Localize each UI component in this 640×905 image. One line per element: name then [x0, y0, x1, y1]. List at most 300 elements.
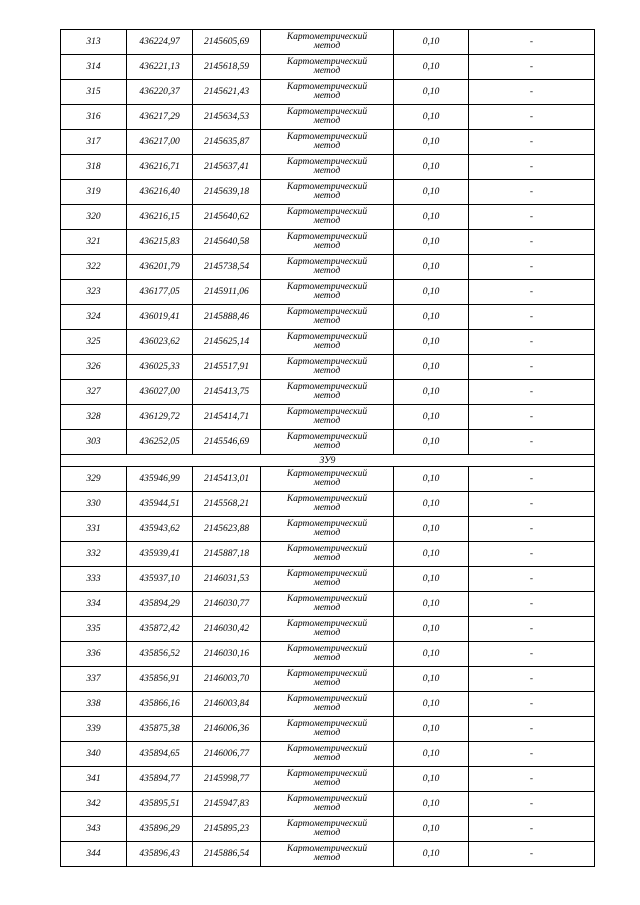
y-coordinate-cell: 2145568,21 — [193, 492, 261, 517]
point-number-cell: 323 — [61, 280, 127, 305]
table-row — [61, 767, 595, 792]
method-line-1: Картометрический — [286, 793, 368, 804]
point-number-cell: 317 — [61, 130, 127, 155]
point-number-cell: 325 — [61, 330, 127, 355]
method-cell — [261, 692, 394, 717]
method-line-2: метод — [313, 141, 341, 151]
accuracy-cell: 0,10 — [394, 792, 469, 817]
point-number-cell: 344 — [61, 842, 127, 867]
x-coordinate-cell: 435894,77 — [127, 767, 193, 792]
point-number-cell: 337 — [61, 667, 127, 692]
method-cell — [261, 330, 394, 355]
accuracy-cell: 0,10 — [394, 405, 469, 430]
x-coordinate-cell: 435872,42 — [127, 617, 193, 642]
table-row — [61, 667, 595, 692]
method-cell — [261, 767, 394, 792]
accuracy-cell: 0,10 — [394, 80, 469, 105]
note-cell: - — [469, 642, 595, 667]
method-line-1: Картометрический — [286, 718, 368, 729]
table-row — [61, 542, 595, 567]
table-row — [61, 105, 595, 130]
note-cell: - — [469, 617, 595, 642]
method-cell — [261, 617, 394, 642]
method-line-2: метод — [313, 191, 341, 201]
method-line-1: Картометрический — [286, 56, 368, 67]
table-row — [61, 642, 595, 667]
y-coordinate-cell: 2146031,53 — [193, 567, 261, 592]
accuracy-cell: 0,10 — [394, 380, 469, 405]
table-row — [61, 517, 595, 542]
table-row — [61, 405, 595, 430]
x-coordinate-cell: 436216,15 — [127, 205, 193, 230]
method-cell — [261, 380, 394, 405]
method-line-2: метод — [313, 441, 341, 451]
table-row — [61, 30, 595, 55]
table-row — [61, 467, 595, 492]
method-line-1: Картометрический — [286, 306, 368, 317]
method-line-1: Картометрический — [286, 331, 368, 342]
method-cell — [261, 305, 394, 330]
x-coordinate-cell: 435944,51 — [127, 492, 193, 517]
point-number-cell: 333 — [61, 567, 127, 592]
point-number-cell: 343 — [61, 817, 127, 842]
note-cell: - — [469, 55, 595, 80]
y-coordinate-cell: 2146030,16 — [193, 642, 261, 667]
method-line-1: Картометрический — [286, 231, 368, 242]
point-number-cell: 341 — [61, 767, 127, 792]
note-cell: - — [469, 280, 595, 305]
x-coordinate-cell: 436025,33 — [127, 355, 193, 380]
method-cell — [261, 180, 394, 205]
method-line-1: Картометрический — [286, 31, 368, 42]
method-line-2: метод — [313, 391, 341, 401]
y-coordinate-cell: 2145517,91 — [193, 355, 261, 380]
method-line-1: Картометрический — [286, 356, 368, 367]
method-cell — [261, 517, 394, 542]
accuracy-cell: 0,10 — [394, 130, 469, 155]
x-coordinate-cell: 436201,79 — [127, 255, 193, 280]
method-cell — [261, 280, 394, 305]
y-coordinate-cell: 2145998,77 — [193, 767, 261, 792]
x-coordinate-cell: 435894,65 — [127, 742, 193, 767]
table-row — [61, 717, 595, 742]
y-coordinate-cell: 2145414,71 — [193, 405, 261, 430]
x-coordinate-cell: 435856,91 — [127, 667, 193, 692]
point-number-cell: 336 — [61, 642, 127, 667]
point-number-cell: 330 — [61, 492, 127, 517]
table-row — [61, 55, 595, 80]
table-row — [61, 280, 595, 305]
point-number-cell: 328 — [61, 405, 127, 430]
y-coordinate-cell: 2145413,01 — [193, 467, 261, 492]
method-line-2: метод — [313, 166, 341, 176]
method-cell — [261, 567, 394, 592]
note-cell: - — [469, 130, 595, 155]
accuracy-cell: 0,10 — [394, 155, 469, 180]
accuracy-cell: 0,10 — [394, 642, 469, 667]
accuracy-cell: 0,10 — [394, 542, 469, 567]
point-number-cell: 320 — [61, 205, 127, 230]
point-number-cell: 342 — [61, 792, 127, 817]
note-cell: - — [469, 405, 595, 430]
note-cell: - — [469, 105, 595, 130]
table-row — [61, 567, 595, 592]
y-coordinate-cell: 2145640,58 — [193, 230, 261, 255]
accuracy-cell: 0,10 — [394, 717, 469, 742]
section-row — [61, 455, 595, 467]
method-line-1: Картометрический — [286, 431, 368, 442]
note-cell: - — [469, 667, 595, 692]
y-coordinate-cell: 2145618,59 — [193, 55, 261, 80]
method-line-2: метод — [313, 703, 341, 713]
method-line-1: Картометрический — [286, 468, 368, 479]
method-line-2: метод — [313, 578, 341, 588]
method-line-1: Картометрический — [286, 618, 368, 629]
y-coordinate-cell: 2145413,75 — [193, 380, 261, 405]
table-row — [61, 330, 595, 355]
table-row — [61, 842, 595, 867]
y-coordinate-cell: 2145888,46 — [193, 305, 261, 330]
note-cell: - — [469, 255, 595, 280]
method-cell — [261, 492, 394, 517]
table-row — [61, 230, 595, 255]
accuracy-cell: 0,10 — [394, 592, 469, 617]
accuracy-cell: 0,10 — [394, 105, 469, 130]
table-row — [61, 305, 595, 330]
note-cell: - — [469, 180, 595, 205]
method-line-1: Картометрический — [286, 843, 368, 854]
y-coordinate-cell: 2145639,18 — [193, 180, 261, 205]
note-cell: - — [469, 842, 595, 867]
method-line-1: Картометрический — [286, 81, 368, 92]
accuracy-cell: 0,10 — [394, 280, 469, 305]
method-line-1: Картометрический — [286, 668, 368, 679]
method-cell — [261, 105, 394, 130]
method-line-2: метод — [313, 753, 341, 763]
x-coordinate-cell: 436027,00 — [127, 380, 193, 405]
x-coordinate-cell: 436023,62 — [127, 330, 193, 355]
table-body-group-a — [61, 30, 595, 455]
note-cell: - — [469, 355, 595, 380]
table-row — [61, 205, 595, 230]
point-number-cell: 326 — [61, 355, 127, 380]
method-line-2: метод — [313, 678, 341, 688]
method-line-2: метод — [313, 803, 341, 813]
x-coordinate-cell: 436220,37 — [127, 80, 193, 105]
point-number-cell: 319 — [61, 180, 127, 205]
point-number-cell: 327 — [61, 380, 127, 405]
y-coordinate-cell: 2145738,54 — [193, 255, 261, 280]
note-cell: - — [469, 80, 595, 105]
point-number-cell: 318 — [61, 155, 127, 180]
y-coordinate-cell: 2145887,18 — [193, 542, 261, 567]
method-line-2: метод — [313, 291, 341, 301]
method-cell — [261, 542, 394, 567]
y-coordinate-cell: 2145621,43 — [193, 80, 261, 105]
method-line-1: Картометрический — [286, 156, 368, 167]
accuracy-cell: 0,10 — [394, 230, 469, 255]
note-cell: - — [469, 430, 595, 455]
method-line-1: Картометрический — [286, 406, 368, 417]
x-coordinate-cell: 436216,40 — [127, 180, 193, 205]
accuracy-cell: 0,10 — [394, 55, 469, 80]
point-number-cell: 316 — [61, 105, 127, 130]
y-coordinate-cell: 2146006,77 — [193, 742, 261, 767]
x-coordinate-cell: 436252,05 — [127, 430, 193, 455]
table-section-group — [61, 455, 595, 467]
note-cell: - — [469, 305, 595, 330]
point-number-cell: 315 — [61, 80, 127, 105]
method-cell — [261, 430, 394, 455]
coordinates-table — [60, 29, 595, 867]
method-cell — [261, 30, 394, 55]
accuracy-cell: 0,10 — [394, 255, 469, 280]
point-number-cell: 314 — [61, 55, 127, 80]
method-cell — [261, 467, 394, 492]
x-coordinate-cell: 435866,16 — [127, 692, 193, 717]
y-coordinate-cell: 2145635,87 — [193, 130, 261, 155]
accuracy-cell: 0,10 — [394, 817, 469, 842]
accuracy-cell: 0,10 — [394, 692, 469, 717]
point-number-cell: 338 — [61, 692, 127, 717]
y-coordinate-cell: 2146003,70 — [193, 667, 261, 692]
method-cell — [261, 230, 394, 255]
note-cell: - — [469, 230, 595, 255]
x-coordinate-cell: 435896,43 — [127, 842, 193, 867]
point-number-cell: 324 — [61, 305, 127, 330]
y-coordinate-cell: 2145947,83 — [193, 792, 261, 817]
method-cell — [261, 205, 394, 230]
method-line-1: Картометрический — [286, 743, 368, 754]
method-line-2: метод — [313, 603, 341, 613]
method-line-2: метод — [313, 341, 341, 351]
method-line-1: Картометрический — [286, 256, 368, 267]
x-coordinate-cell: 435896,29 — [127, 817, 193, 842]
y-coordinate-cell: 2145625,14 — [193, 330, 261, 355]
method-line-2: метод — [313, 116, 341, 126]
method-line-2: метод — [313, 416, 341, 426]
method-line-2: метод — [313, 91, 341, 101]
point-number-cell: 332 — [61, 542, 127, 567]
method-cell — [261, 792, 394, 817]
method-cell — [261, 155, 394, 180]
table-row — [61, 80, 595, 105]
x-coordinate-cell: 435937,10 — [127, 567, 193, 592]
x-coordinate-cell: 436217,00 — [127, 130, 193, 155]
note-cell: - — [469, 767, 595, 792]
method-cell — [261, 817, 394, 842]
x-coordinate-cell: 436216,71 — [127, 155, 193, 180]
x-coordinate-cell: 436177,05 — [127, 280, 193, 305]
table-row — [61, 355, 595, 380]
method-line-1: Картометрический — [286, 768, 368, 779]
note-cell: - — [469, 717, 595, 742]
x-coordinate-cell: 435894,29 — [127, 592, 193, 617]
note-cell: - — [469, 30, 595, 55]
method-line-2: метод — [313, 778, 341, 788]
method-cell — [261, 405, 394, 430]
method-line-2: метод — [313, 266, 341, 276]
method-line-2: метод — [313, 728, 341, 738]
point-number-cell: 339 — [61, 717, 127, 742]
table-row — [61, 380, 595, 405]
table-row — [61, 592, 595, 617]
accuracy-cell: 0,10 — [394, 30, 469, 55]
accuracy-cell: 0,10 — [394, 492, 469, 517]
method-line-2: метод — [313, 241, 341, 251]
note-cell: - — [469, 380, 595, 405]
x-coordinate-cell: 436221,13 — [127, 55, 193, 80]
table-row — [61, 430, 595, 455]
note-cell: - — [469, 692, 595, 717]
x-coordinate-cell: 436129,72 — [127, 405, 193, 430]
x-coordinate-cell: 435939,41 — [127, 542, 193, 567]
x-coordinate-cell: 435946,99 — [127, 467, 193, 492]
y-coordinate-cell: 2146030,42 — [193, 617, 261, 642]
x-coordinate-cell: 436224,97 — [127, 30, 193, 55]
method-line-1: Картометрический — [286, 568, 368, 579]
point-number-cell: 322 — [61, 255, 127, 280]
method-cell — [261, 355, 394, 380]
method-line-1: Картометрический — [286, 206, 368, 217]
method-line-1: Картометрический — [286, 181, 368, 192]
accuracy-cell: 0,10 — [394, 617, 469, 642]
y-coordinate-cell: 2145637,41 — [193, 155, 261, 180]
method-line-2: метод — [313, 216, 341, 226]
accuracy-cell: 0,10 — [394, 205, 469, 230]
method-line-2: метод — [313, 478, 341, 488]
method-line-1: Картометрический — [286, 518, 368, 529]
accuracy-cell: 0,10 — [394, 467, 469, 492]
method-line-2: метод — [313, 853, 341, 863]
note-cell: - — [469, 742, 595, 767]
method-cell — [261, 842, 394, 867]
y-coordinate-cell: 2145895,23 — [193, 817, 261, 842]
method-cell — [261, 55, 394, 80]
note-cell: - — [469, 792, 595, 817]
y-coordinate-cell: 2145911,06 — [193, 280, 261, 305]
method-line-1: Картометрический — [286, 381, 368, 392]
y-coordinate-cell: 2146003,84 — [193, 692, 261, 717]
method-line-1: Картометрический — [286, 818, 368, 829]
method-line-2: метод — [313, 366, 341, 376]
method-line-1: Картометрический — [286, 543, 368, 554]
accuracy-cell: 0,10 — [394, 567, 469, 592]
method-line-2: метод — [313, 503, 341, 513]
method-line-1: Картометрический — [286, 643, 368, 654]
method-line-1: Картометрический — [286, 493, 368, 504]
note-cell: - — [469, 567, 595, 592]
table-row — [61, 130, 595, 155]
x-coordinate-cell: 435856,52 — [127, 642, 193, 667]
method-cell — [261, 130, 394, 155]
method-cell — [261, 80, 394, 105]
accuracy-cell: 0,10 — [394, 767, 469, 792]
note-cell: - — [469, 467, 595, 492]
x-coordinate-cell: 435875,38 — [127, 717, 193, 742]
x-coordinate-cell: 436019,41 — [127, 305, 193, 330]
point-number-cell: 321 — [61, 230, 127, 255]
table-row — [61, 617, 595, 642]
note-cell: - — [469, 330, 595, 355]
method-cell — [261, 742, 394, 767]
point-number-cell: 329 — [61, 467, 127, 492]
method-line-1: Картометрический — [286, 131, 368, 142]
note-cell: - — [469, 542, 595, 567]
note-cell: - — [469, 155, 595, 180]
note-cell: - — [469, 817, 595, 842]
point-number-cell: 340 — [61, 742, 127, 767]
method-line-1: Картометрический — [286, 106, 368, 117]
point-number-cell: 303 — [61, 430, 127, 455]
accuracy-cell: 0,10 — [394, 517, 469, 542]
y-coordinate-cell: 2145640,62 — [193, 205, 261, 230]
table-row — [61, 180, 595, 205]
accuracy-cell: 0,10 — [394, 305, 469, 330]
point-number-cell: 313 — [61, 30, 127, 55]
y-coordinate-cell: 2145623,88 — [193, 517, 261, 542]
note-cell: - — [469, 205, 595, 230]
note-cell: - — [469, 517, 595, 542]
table-row — [61, 692, 595, 717]
method-line-2: метод — [313, 316, 341, 326]
method-line-1: Картометрический — [286, 281, 368, 292]
table-row — [61, 155, 595, 180]
method-line-2: метод — [313, 41, 341, 51]
y-coordinate-cell: 2146006,36 — [193, 717, 261, 742]
accuracy-cell: 0,10 — [394, 667, 469, 692]
table-row — [61, 742, 595, 767]
point-number-cell: 334 — [61, 592, 127, 617]
accuracy-cell: 0,10 — [394, 330, 469, 355]
point-number-cell: 335 — [61, 617, 127, 642]
y-coordinate-cell: 2145546,69 — [193, 430, 261, 455]
method-line-2: метод — [313, 66, 341, 76]
y-coordinate-cell: 2145605,69 — [193, 30, 261, 55]
note-cell: - — [469, 492, 595, 517]
y-coordinate-cell: 2145886,54 — [193, 842, 261, 867]
y-coordinate-cell: 2146030,77 — [193, 592, 261, 617]
method-line-1: Картометрический — [286, 593, 368, 604]
accuracy-cell: 0,10 — [394, 742, 469, 767]
method-cell — [261, 642, 394, 667]
y-coordinate-cell: 2145634,53 — [193, 105, 261, 130]
x-coordinate-cell: 436215,83 — [127, 230, 193, 255]
method-cell — [261, 592, 394, 617]
note-cell: - — [469, 592, 595, 617]
method-cell — [261, 667, 394, 692]
table-row — [61, 492, 595, 517]
table-row — [61, 792, 595, 817]
accuracy-cell: 0,10 — [394, 842, 469, 867]
method-line-2: метод — [313, 528, 341, 538]
table-row — [61, 255, 595, 280]
x-coordinate-cell: 435943,62 — [127, 517, 193, 542]
method-line-1: Картометрический — [286, 693, 368, 704]
table-body-group-b — [61, 467, 595, 867]
point-number-cell: 331 — [61, 517, 127, 542]
accuracy-cell: 0,10 — [394, 430, 469, 455]
method-line-2: метод — [313, 828, 341, 838]
x-coordinate-cell: 435895,51 — [127, 792, 193, 817]
table-row — [61, 817, 595, 842]
method-line-2: метод — [313, 553, 341, 563]
section-label: ЗУ9 — [61, 455, 595, 467]
method-cell — [261, 255, 394, 280]
accuracy-cell: 0,10 — [394, 355, 469, 380]
method-line-2: метод — [313, 653, 341, 663]
method-line-2: метод — [313, 628, 341, 638]
